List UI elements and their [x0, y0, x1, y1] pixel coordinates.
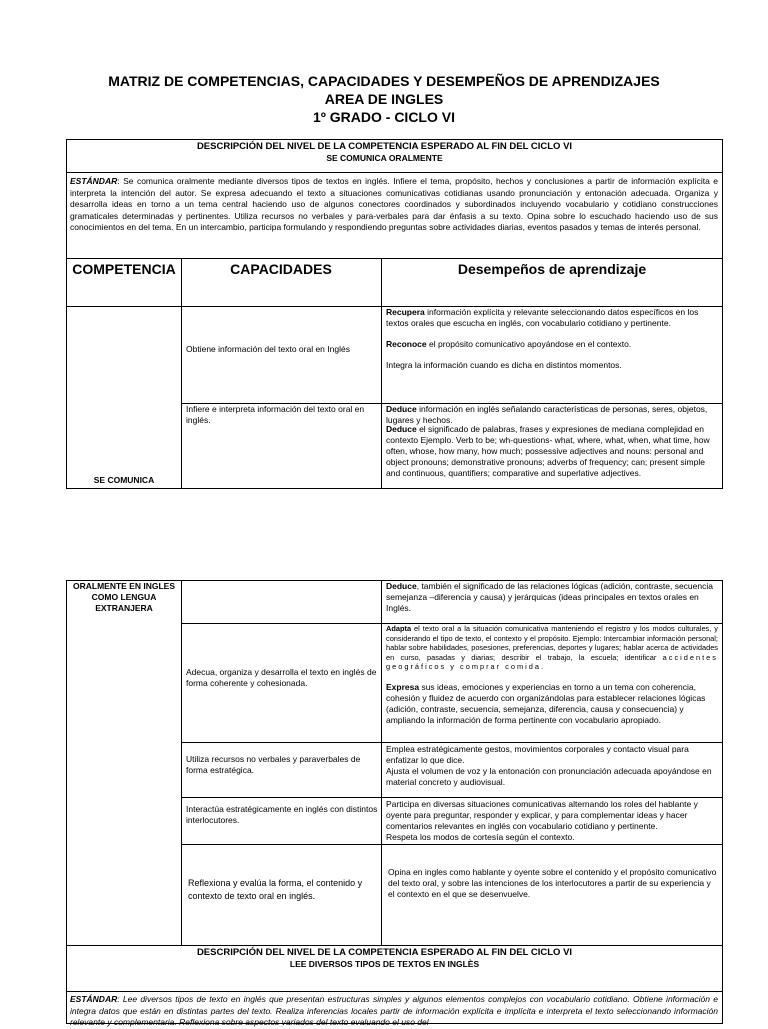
divider: [66, 258, 723, 259]
divider: [381, 258, 382, 489]
verb-deduce: Deduce: [386, 581, 417, 591]
divider: [181, 580, 182, 945]
performance-text: Participa en diversas situaciones comunicativas alternando los roles del hablante y oyente para preguntar, responder y explicar, y para complementar ideas y hacer comentarios relevantes en inglés con vocabulario cotidiano y pertinente.: [386, 799, 698, 831]
competencia-label-cont: ORALMENTE EN INGLES COMO LENGUA EXTRANJERA: [72, 581, 175, 613]
performance-reconoce: [386, 339, 718, 350]
capacity-interactua: Interactúa estratégicamente en inglés con distintos interlocutores.: [186, 804, 378, 825]
divider: [381, 580, 382, 945]
performance-text: sus ideas, emociones y experiencias en torno a un tema con coherencia, cohesión y fluidez de acuerdo con organizándolas para establecer relaciones lógicas (adición, contraste, secuencia, semejanza, diferencia, causa y consecuencia) y ampliando la información de forma pertinente con vocabulario apropiado.: [386, 682, 706, 725]
standard-text: : Se comunica oralmente mediante diversos tipos de textos en inglés. Infiere el tema, propósito, hechos y conclusiones a partir de información explícita e interpreta la intención del autor. Se expresa adecuando el texto a situaciones comunicativas cotidianas usando pronunciación y entonación adecuada. Organiza y desarrolla ideas en torno a un tema central haciendo uso de algunos conectores coordinados y subordinados incluyendo vocabulario y cotidiano construcciones gramaticales determinadas y pertinentes. Utiliza recursos no verbales y para-verbales para dar énfasis a su texto. Opina sobre lo escuchado haciendo uso de sus conocimientos en del tema. En un intercambio, participa formulando y respondiendo preguntas sobre actividades diarias, eventos pasados y temas de interés personal.: [70, 176, 718, 233]
capacity-adecua: Adecua, organiza y desarrolla el texto en inglés de forma coherente y cohesionada.: [186, 667, 377, 688]
divider: [181, 742, 723, 743]
standard-label-2: ESTÁNDAR: [70, 994, 118, 1004]
verb-expresa: Expresa: [386, 682, 420, 692]
performance-text: Emplea estratégicamente gestos, movimientos corporales y contacto visual para enfatizar lo que dice.: [386, 744, 689, 765]
performance-text: el propósito comunicativo apoyándose en el contexto.: [426, 339, 632, 349]
section-subheading: SE COMUNICA ORALMENTE: [326, 153, 443, 163]
performance-deduce-2: [386, 424, 716, 479]
performance-text: información explícita y relevante seleccionando datos específicos en los textos orales que escucha en inglés, con vocabulario cotidiano y pertinente.: [386, 307, 699, 328]
standard-text-2: : Lee diversos tipos de texto en inglés que presentan estructuras simples y algunos elementos complejos con vocabulario cotidiano. Obtiene información e integra datos que están en distintas partes del texto. Realiza inferencias locales partir de información explícita e implícita e interpreta el texto seleccionando información relevante y complementaria. Reflexiona sobre aspectos variados del texto evaluando el uso del: [70, 994, 718, 1028]
divider: [181, 258, 182, 489]
verb-deduce: Deduce: [386, 424, 417, 434]
standard-label: ESTÁNDAR: [70, 176, 118, 186]
performance-integra: Integra la información cuando es dicha en distintos momentos.: [386, 360, 622, 370]
performance-deduce-3: [386, 581, 718, 614]
capacity-obtiene: Obtiene información del texto oral en Inglés: [186, 344, 350, 354]
capacity-reflexiona: Reflexiona y evalúa la forma, el contenido y contexto de texto oral en inglés.: [188, 878, 363, 901]
performance-emplea: [386, 744, 718, 788]
capacity-infiere: Infiere e interpreta información del texto oral en inglés.: [186, 404, 365, 425]
verb-adapta: Adapta: [386, 624, 412, 633]
performance-adapta: [386, 624, 718, 672]
area-title: AREA DE INGLES: [324, 91, 444, 107]
header-competencia: COMPETENCIA: [72, 261, 176, 277]
divider: [66, 172, 723, 173]
verb-reconoce: Reconoce: [386, 339, 427, 349]
capacity-utiliza: Utiliza recursos no verbales y paraverbales de forma estratégica.: [186, 754, 361, 775]
section-subheading-2: LEE DIVERSOS TIPOS DE TEXTOS EN INGLÈS: [289, 959, 480, 969]
competencia-label: SE COMUNICA: [93, 475, 155, 485]
section-heading: DESCRIPCIÓN DEL NIVEL DE LA COMPETENCIA ESPERADO AL FIN DEL CICLO VI: [196, 141, 573, 152]
header-capacidades: CAPACIDADES: [230, 261, 332, 277]
grade-title: 1º GRADO - CICLO VI: [312, 109, 455, 125]
standard-paragraph: [70, 176, 718, 234]
performance-text: Respeta los modos de cortesía según el contexto.: [386, 832, 575, 842]
performance-text: información en inglés señalando características de personas, seres, objetos, lugares y hechos.: [386, 404, 708, 425]
verb-recupera: Recupera: [386, 307, 425, 317]
header-desempenos: Desempeños de aprendizaje: [457, 261, 647, 277]
divider: [66, 945, 723, 946]
verb-deduce: Deduce: [386, 404, 417, 414]
divider: [181, 844, 723, 845]
performance-text: el texto oral a la situación comunicativa manteniendo el registro y los modos culturales, y considerando el tipo de texto, el contexto y el propósito. Ejemplo: Intercambiar información personal; hablar sobre habilidades, posesiones, preferencias, deportes y lugares; hablar acerca de actividades en curso, pasadas y diarias; describir el trabajo, la escuela; identificar: [386, 624, 718, 662]
performance-recupera: [386, 307, 718, 329]
performance-expresa: [386, 682, 718, 726]
performance-text: el significado de palabras, frases y expresiones de mediana complejidad en contexto Ejemplo. Verb to be; wh-questions- what, where, what, when, what time, how often, whose, how many, how much; possessive adjectives and nouns: personal and object pronouns; demonstrative pronouns; adverbs of frequency; can; present simple and continuous, quantifiers; comparative and superlative adjectives.: [386, 424, 710, 478]
doc-title: MATRIZ DE COMPETENCIAS, CAPACIDADES Y DESEMPEÑOS DE APRENDIZAJES: [108, 73, 660, 89]
performance-opina: Opina en ingles como hablante y oyente sobre el contenido y el propósito comunicativo del texto oral, y sobre las intenciones de los interlocutores a partir de su experiencia y el contexto en el que se desenvuelve.: [388, 867, 717, 899]
performance-text: , también el significado de las relaciones lógicas (adición, contraste, secuencia semejanza –diferencia y causa) y jerárquicas (ideas principales en textos orales en Inglés.: [386, 581, 713, 613]
divider: [181, 797, 723, 798]
performance-text: Ajusta el volumen de voz y la entonación con pronunciación adecuada apoyándose en material concreto y audiovisual.: [386, 766, 712, 787]
section-heading-2: DESCRIPCIÓN DEL NIVEL DE LA COMPETENCIA ESPERADO AL FIN DEL CICLO VI: [196, 947, 573, 958]
performance-text-spaced: accidentes geográficos y comprar comida.: [386, 652, 718, 672]
performance-participa: [386, 799, 718, 843]
divider: [66, 991, 723, 992]
performance-deduce-1: [386, 404, 716, 426]
